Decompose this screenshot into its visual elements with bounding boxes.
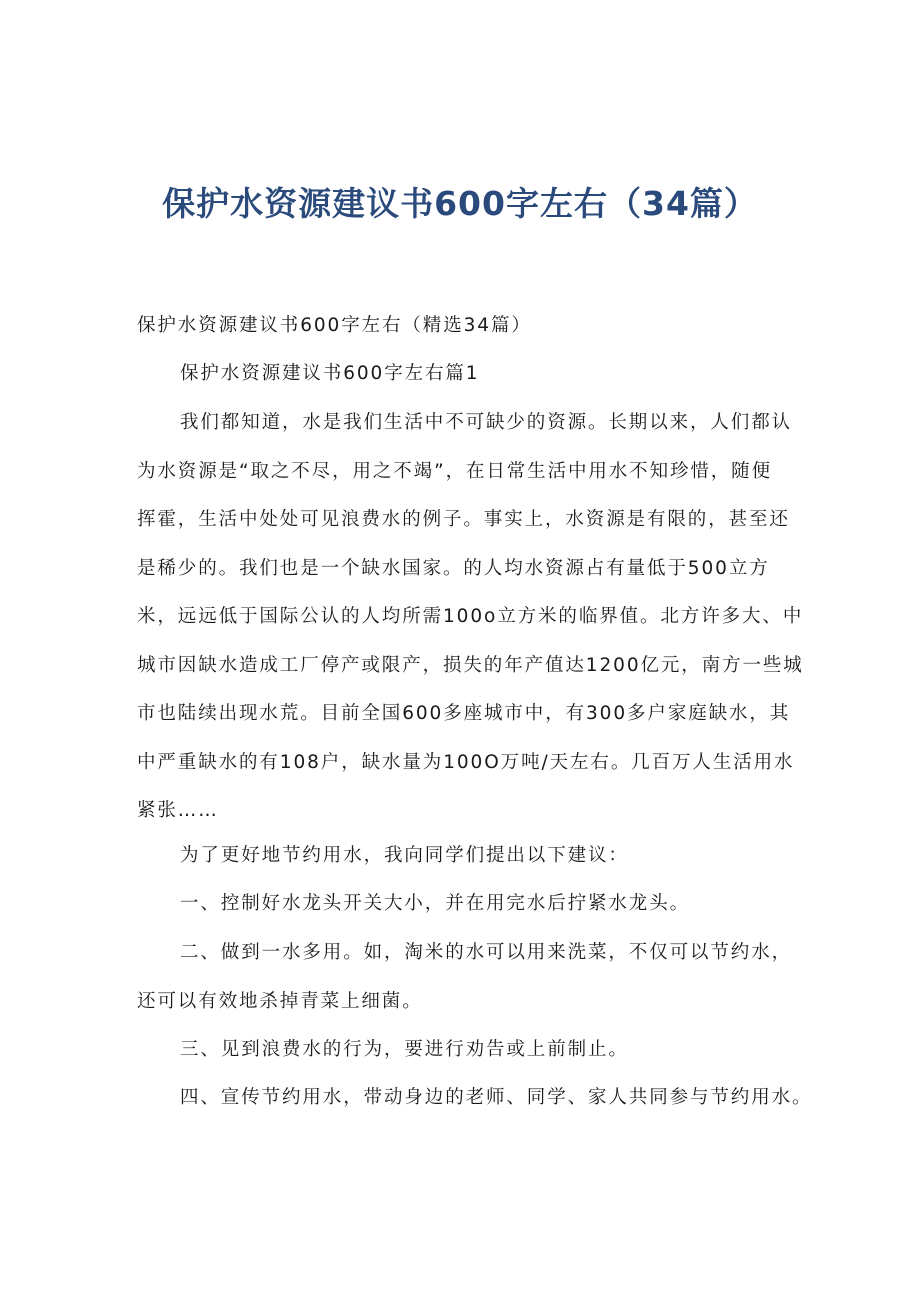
body-line: 为水资源是“取之不尽，用之不竭”，在日常生活中用水不知珍惜，随便 (137, 460, 772, 482)
suggestion-1: 一、控制好水龙头开关大小，并在用完水后拧紧水龙头。 (180, 893, 691, 914)
body-line: 紧张…… (137, 800, 219, 821)
section-heading: 保护水资源建议书600字左右篇1 (180, 363, 480, 384)
body-line: 我们都知道，水是我们生活中不可缺少的资源。长期以来，人们都认 (180, 412, 793, 433)
body-line: 挥霍，生活中处处可见浪费水的例子。事实上，水资源是有限的，甚至还 (137, 509, 790, 530)
lead-paragraph: 为了更好地节约用水，我向同学们提出以下建议： (180, 845, 629, 866)
suggestion-2 (137, 929, 817, 1026)
body-paragraph (137, 399, 817, 836)
suggestion-3: 三、见到浪费水的行为，要进行劝告或上前制止。 (180, 1039, 629, 1060)
page-title: 保护水资源建议书600字左右（34篇） (162, 184, 758, 224)
body-line: 是稀少的。我们也是一个缺水国家。的人均水资源占有量低于500立方 (137, 557, 770, 579)
suggestion-2-line-2: 还可以有效地杀掉青菜上细菌。 (137, 990, 423, 1012)
document-subtitle: 保护水资源建议书600字左右（精选34篇） (137, 315, 532, 336)
body-line: 中严重缺水的有108户，缺水量为100O万吨/天左右。几百万人生活用水 (137, 751, 795, 773)
body-line: 市也陆续出现水荒。目前全国600多座城市中，有300多户家庭缺水，其 (137, 703, 791, 724)
body-line: 城市因缺水造成工厂停产或限产，损失的年产值达1200亿元，南方一些城 (137, 654, 804, 676)
body-line: 米，远远低于国际公认的人均所需100o立方米的临界值。北方许多大、中 (137, 606, 804, 627)
suggestion-2-line-1: 二、做到一水多用。如，淘米的水可以用来洗菜，不仅可以节约水， (180, 942, 793, 963)
suggestion-4: 四、宣传节约用水，带动身边的老师、同学、家人共同参与节约用水。 (180, 1087, 813, 1108)
